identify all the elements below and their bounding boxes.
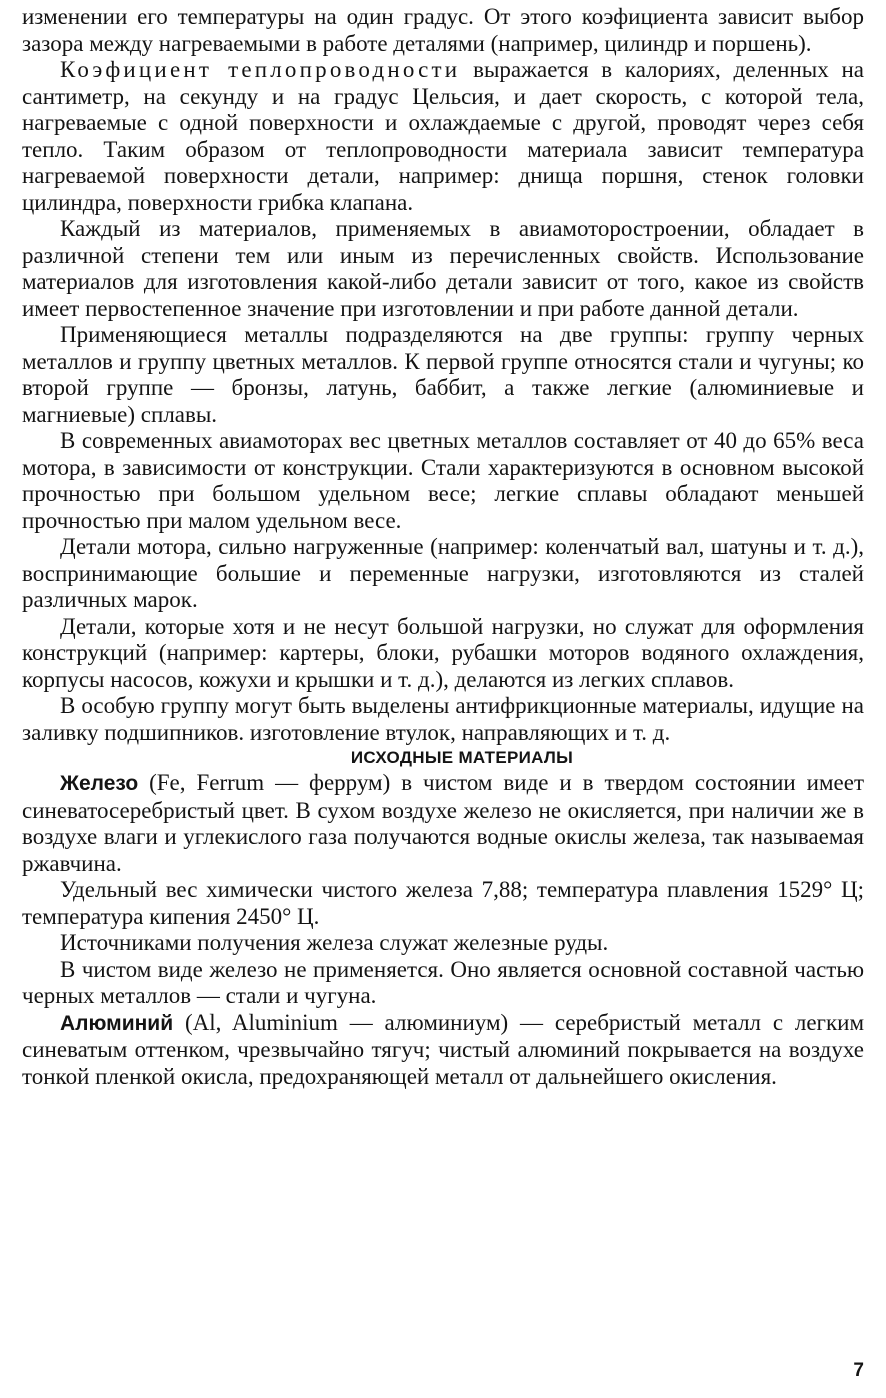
section-heading: ИСХОДНЫЕ МАТЕРИАЛЫ: [350, 748, 574, 767]
paragraph-iron: [22, 770, 864, 877]
page-number: 7: [853, 1359, 864, 1381]
paragraph-iron-usage: В чистом виде железо не применяется. Оно является основной составной частью черных металлов — стали и чугуна.: [22, 956, 864, 1008]
paragraph-aluminium: [22, 1010, 864, 1091]
paragraph-light-alloy-parts: Детали, которые хотя и не несут большой нагрузки, но служат для оформления конструкций (например: картеры, блоки, рубашки моторов водяного охлаждения, корпусы насосов, кожухи и крышки и т. д.), делаются из легких сплавов.: [22, 613, 864, 692]
paragraph-thermal-conductivity: [22, 57, 864, 216]
paragraph-iron-sources: Источниками получения железа служат железные руды.: [60, 930, 609, 955]
term-aluminium: Алюминий: [60, 1011, 174, 1035]
term-iron: Железо: [60, 772, 139, 795]
paragraph-thermal-conductivity-text: выражается в калориях, деленных на сантиметр, на секунду и на градус Цельсия, и дает скорость, с которой тела, нагреваемые с одной поверхности и охлаждаемые с другой, проводят через себя тепло. Таким образом от теплопроводности материала зависит температура нагреваемой поверхности детали, например: днища поршня, стенок головки цилиндра, поверхности грибка клапана.: [22, 57, 864, 215]
paragraph-antifriction: В особую группу могут быть выделены антифрикционные материалы, идущие на заливку подшипников. изготовление втулок, направляющих и т. д.: [22, 693, 864, 745]
paragraph-iron-properties: Удельный вес химически чистого железа 7,88; температура плавления 1529° Ц; температура кипения 2450° Ц.: [22, 877, 864, 929]
paragraph-thermal-expansion: изменении его температуры на один градус. От этого коэфициента зависит выбор зазора между нагреваемыми в работе деталями (например, цилиндр и поршень).: [22, 4, 864, 56]
paragraph-loaded-parts: Детали мотора, сильно нагруженные (например: коленчатый вал, шатуны и т. д.), воспринимающие большие и переменные нагрузки, изготовляются из сталей различных марок.: [22, 534, 864, 612]
paragraph-metal-groups: Применяющиеся металлы подразделяются на две группы: группу черных металлов и группу цветных металлов. К первой группе относятся стали и чугуны; ко второй группе — бронзы, латунь, баббит, а также легкие (алюминиевые и магниевые) сплавы.: [22, 322, 864, 427]
term-thermal-conductivity: Коэфициент теплопроводности: [60, 57, 461, 82]
paragraph-metal-weight: В современных авиамоторах вес цветных металлов составляет от 40 до 65% веса мотора, в зависимости от конструкции. Стали характеризуются в основном высокой прочностью при большом удельном весе; легкие сплавы обладают меньшей прочностью при малом удельном весе.: [22, 428, 864, 533]
paragraph-material-properties: Каждый из материалов, применяемых в авиамоторостроении, обладает в различной степени тем или иным из перечисленных свойств. Использование материалов для изготовления какой-либо детали зависит от того, какое из свойств имеет первостепенное значение при изготовлении и при работе данной детали.: [22, 216, 864, 321]
paragraph-iron-text: (Fe, Ferrum — феррум) в чистом виде и в твердом состоянии имеет синеватосеребристый цвет. В сухом воздухе железо не окисляется, при наличии же в воздухе влаги и углекислого газа получаются водные окислы железа, так называемая ржавчина.: [22, 770, 865, 876]
paragraph-aluminium-text: (Al, Aluminium — алюминиум) — серебристый металл с легким синеватым оттенком, чрезвычайно тягуч; чистый алюминий покрывается на воздухе тонкой пленкой окисла, предохраняющей металл от дальнейшего окисления.: [22, 1009, 865, 1089]
